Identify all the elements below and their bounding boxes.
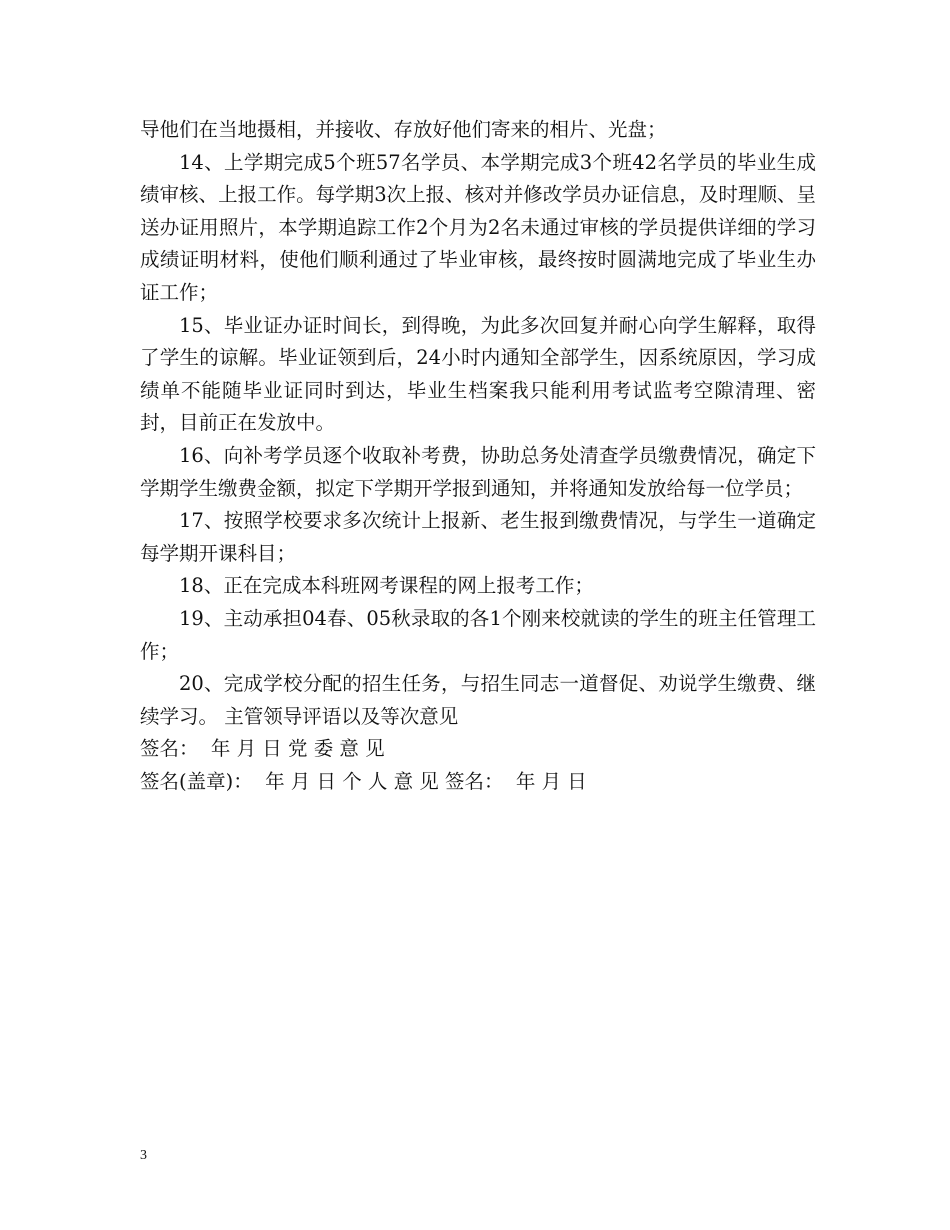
document-body: [140, 114, 816, 798]
paragraph-item-19: 19、主动承担04春、05秋录取的各1个刚来校就读的学生的班主任管理工作；: [140, 606, 816, 663]
paragraph-item-14: 14、上学期完成5个班57名学员、本学期完成3个班42名学员的毕业生成绩审核、上报工作。每学期3次上报、核对并修改学员办证信息，及时理顺、呈送办证用照片，本学期追踪工作2个月为2名未通过审核的学员提供详细的学习成绩证明材料，使他们顺利通过了毕业审核，最终按时圆满地完成了毕业生办证工作；: [140, 150, 816, 304]
page-number: 3: [140, 1148, 147, 1163]
paragraph-continuation: 导他们在当地摄相，并接收、存放好他们寄来的相片、光盘；: [140, 118, 667, 141]
paragraph-item-18: 18、正在完成本科班网考课程的网上报考工作；: [179, 574, 594, 598]
signature-line-personal: 签名(盖章)： 年 月 日 个 人 意 见 签名： 年 月 日: [140, 769, 587, 793]
paragraph-item-16: 16、向补考学员逐个收取补考费，协助总务处清查学员缴费情况，确定下学期学生缴费金额，拟定下学期开学报到通知，并将通知发放给每一位学员；: [140, 443, 816, 500]
signature-line-party-committee: 签名： 年 月 日 党 委 意 见: [140, 737, 385, 761]
paragraph-item-17: 17、按照学校要求多次统计上报新、老生报到缴费情况，与学生一道确定每学期开课科目；: [140, 509, 816, 565]
paragraph-item-15: 15、毕业证办证时间长，到得晚，为此多次回复并耐心向学生解释，取得了学生的谅解。毕业证领到后，24小时内通知全部学生，因系统原因，学习成绩单不能随毕业证同时到达，毕业生档案我只能利用考试监考空隙清理、密封，目前正在发放中。: [140, 313, 816, 435]
paragraph-item-20: 20、完成学校分配的招生任务，与招生同志一道督促、劝说学生缴费、继续学习。 主管领导评语以及等次意见: [140, 672, 816, 728]
